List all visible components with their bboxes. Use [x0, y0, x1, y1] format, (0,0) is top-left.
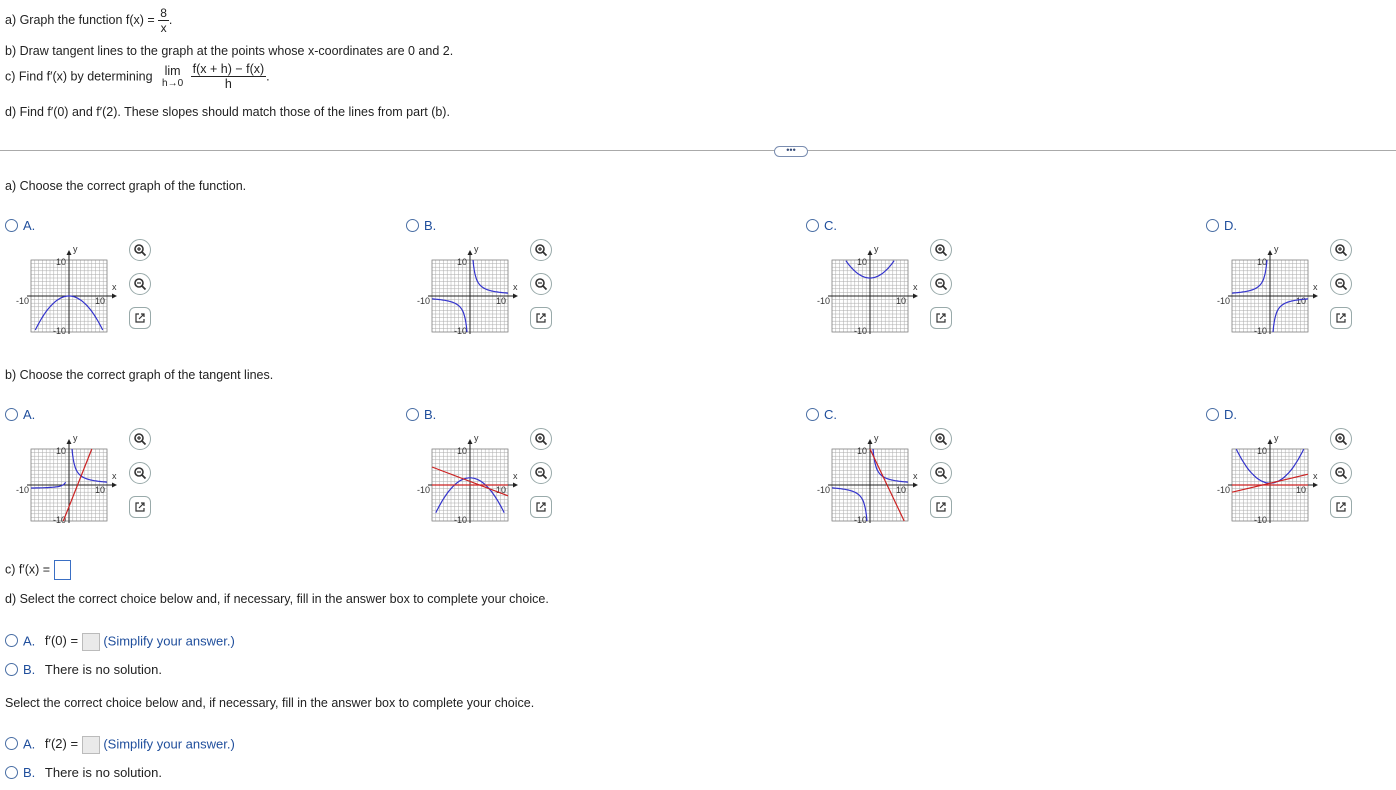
part-b-option-a[interactable]	[5, 407, 35, 422]
zoom-in-icon	[133, 243, 147, 257]
tick-label-left: -10	[416, 296, 430, 306]
zoom-in-button[interactable]	[530, 239, 552, 261]
mini-graph[interactable]	[406, 238, 524, 342]
x-axis-label: x	[112, 282, 117, 292]
mini-graph[interactable]	[806, 427, 924, 531]
zoom-out-icon	[1334, 277, 1348, 291]
tick-label-left: -10	[15, 485, 29, 495]
tick-label-bottom: -10	[1253, 515, 1267, 525]
open-external-icon	[1334, 311, 1348, 325]
part-b-option-c[interactable]	[806, 407, 837, 422]
y-axis-label: y	[73, 244, 78, 254]
y-axis-label: y	[874, 244, 879, 254]
part-d-question: d) Select the correct choice below and, if necessary, fill in the answer box to complete your choice.	[5, 592, 549, 606]
zoom-in-button[interactable]	[129, 428, 151, 450]
open-external-icon	[534, 311, 548, 325]
mini-graph[interactable]	[1206, 427, 1324, 531]
mini-graph[interactable]	[406, 427, 524, 531]
zoom-out-button[interactable]	[129, 273, 151, 295]
radio-button[interactable]	[406, 408, 419, 421]
fprime2-answer-box[interactable]	[82, 736, 100, 754]
tick-label-bottom: -10	[853, 326, 867, 336]
part-a-option-a[interactable]	[5, 218, 35, 233]
tick-label-top: 10	[55, 446, 66, 456]
tick-label-left: -10	[1216, 296, 1230, 306]
zoom-in-icon	[133, 432, 147, 446]
tick-label-right: 10	[94, 296, 105, 306]
zoom-in-button[interactable]	[129, 239, 151, 261]
part-a-option-b[interactable]	[406, 218, 436, 233]
zoom-in-icon	[934, 243, 948, 257]
open-graph-button[interactable]	[930, 496, 952, 518]
difference-quotient: $\frac{f(x + h) - f(x)}{h}$	[192, 62, 265, 91]
open-external-icon	[1334, 500, 1348, 514]
lim-operator: lim h→0	[162, 63, 184, 89]
option-label: D.	[1224, 407, 1237, 422]
problem-d: d) Find f′(0) and f′(2). These slopes should match those of the lines from part (b).	[5, 105, 450, 119]
radio-button[interactable]	[5, 766, 18, 779]
zoom-in-icon	[1334, 243, 1348, 257]
radio-button[interactable]	[1206, 219, 1219, 232]
tick-label-top: 10	[1256, 257, 1267, 267]
open-graph-button[interactable]	[530, 496, 552, 518]
function-curve-right	[473, 260, 508, 293]
part-a-option-c[interactable]	[806, 218, 837, 233]
zoom-in-button[interactable]	[930, 239, 952, 261]
radio-button[interactable]	[5, 737, 18, 750]
option-label: D.	[1224, 218, 1237, 233]
radio-button[interactable]	[806, 219, 819, 232]
problem-a: a) Graph the function f(x) = $\frac{8}{x}$ .	[5, 6, 173, 35]
part-d-question-2: Select the correct choice below and, if necessary, fill in the answer box to complete your choice.	[5, 696, 535, 710]
radio-button[interactable]	[5, 219, 18, 232]
fprime-answer-box[interactable]	[54, 560, 71, 580]
problem-c: c) Find f′(x) by determining lim h→0 $\frac{f(x + h) - f(x)}{h}$ .	[5, 62, 270, 91]
tick-label-top: 10	[856, 257, 867, 267]
y-axis-label: y	[874, 433, 879, 443]
open-external-icon	[934, 311, 948, 325]
mini-graph[interactable]	[806, 238, 924, 342]
tick-label-right: 10	[495, 485, 506, 495]
zoom-in-button[interactable]	[930, 428, 952, 450]
open-graph-button[interactable]	[1330, 307, 1352, 329]
zoom-out-button[interactable]	[129, 462, 151, 484]
tick-label-left: -10	[416, 485, 430, 495]
open-graph-button[interactable]	[129, 307, 151, 329]
d2-option-b[interactable]: B. There is no solution.	[5, 765, 162, 780]
mini-graph[interactable]	[1206, 238, 1324, 342]
x-axis-label: x	[1313, 282, 1318, 292]
open-graph-button[interactable]	[930, 307, 952, 329]
expand-button[interactable]: •••	[774, 146, 808, 157]
open-external-icon	[133, 500, 147, 514]
zoom-in-icon	[534, 243, 548, 257]
zoom-out-icon	[534, 277, 548, 291]
d-option-a[interactable]: A. f′(0) = (Simplify your answer.)	[5, 633, 235, 651]
part-b-question: b) Choose the correct graph of the tangent lines.	[5, 368, 274, 382]
tick-label-top: 10	[55, 257, 66, 267]
zoom-out-icon	[133, 466, 147, 480]
zoom-out-button[interactable]	[930, 273, 952, 295]
tick-label-right: 10	[895, 485, 906, 495]
part-c: c) f′(x) =	[5, 560, 71, 580]
option-label: B.	[424, 407, 437, 422]
zoom-in-icon	[534, 432, 548, 446]
option-label: B.	[424, 218, 437, 233]
y-axis-label: y	[474, 433, 479, 443]
x-axis-label: x	[913, 471, 918, 481]
zoom-in-button[interactable]	[530, 428, 552, 450]
tick-label-right: 10	[94, 485, 105, 495]
tick-label-left: -10	[816, 485, 830, 495]
zoom-in-button[interactable]	[1330, 428, 1352, 450]
open-graph-button[interactable]	[129, 496, 151, 518]
x-axis-label: x	[513, 471, 518, 481]
open-graph-button[interactable]	[1330, 496, 1352, 518]
tick-label-bottom: -10	[52, 515, 66, 525]
zoom-in-icon	[934, 432, 948, 446]
tick-label-right: 10	[895, 296, 906, 306]
problem-b: b) Draw tangent lines to the graph at the points whose x-coordinates are 0 and 2.	[5, 44, 454, 58]
tick-label-bottom: -10	[1253, 326, 1267, 336]
zoom-out-button[interactable]	[530, 462, 552, 484]
y-axis-label: y	[1274, 433, 1279, 443]
tick-label-right: 10	[1295, 296, 1306, 306]
part-b-option-b[interactable]	[406, 407, 436, 422]
mini-graph[interactable]	[5, 238, 123, 342]
radio-button[interactable]	[5, 408, 18, 421]
option-label: C.	[824, 218, 837, 233]
x-axis-label: x	[913, 282, 918, 292]
open-graph-button[interactable]	[530, 307, 552, 329]
zoom-out-icon	[1334, 466, 1348, 480]
fraction-8-over-x: $\frac{8}{x}$	[160, 6, 167, 35]
open-external-icon	[534, 500, 548, 514]
d-option-b[interactable]: B. There is no solution.	[5, 662, 162, 677]
tick-label-bottom: -10	[453, 515, 467, 525]
zoom-out-icon	[133, 277, 147, 291]
x-axis-label: x	[513, 282, 518, 292]
zoom-out-button[interactable]	[1330, 273, 1352, 295]
tick-label-bottom: -10	[853, 515, 867, 525]
option-label: A.	[23, 407, 36, 422]
section-divider	[0, 150, 1396, 151]
option-label: C.	[824, 407, 837, 422]
fprime0-answer-box[interactable]	[82, 633, 100, 651]
radio-button[interactable]	[1206, 408, 1219, 421]
tick-label-top: 10	[456, 446, 467, 456]
tick-label-right: 10	[495, 296, 506, 306]
open-external-icon	[934, 500, 948, 514]
y-axis-label: y	[1274, 244, 1279, 254]
zoom-out-icon	[934, 466, 948, 480]
zoom-out-button[interactable]	[1330, 462, 1352, 484]
d2-option-a[interactable]: A. f′(2) = (Simplify your answer.)	[5, 736, 235, 754]
part-a-option-d[interactable]	[1206, 218, 1237, 233]
tick-label-left: -10	[15, 296, 29, 306]
tick-label-bottom: -10	[453, 326, 467, 336]
radio-button[interactable]	[5, 663, 18, 676]
zoom-in-icon	[1334, 432, 1348, 446]
radio-button[interactable]	[5, 634, 18, 647]
y-axis-label: y	[73, 433, 78, 443]
zoom-out-button[interactable]	[930, 462, 952, 484]
tick-label-top: 10	[456, 257, 467, 267]
mini-graph[interactable]	[5, 427, 123, 531]
zoom-in-button[interactable]	[1330, 239, 1352, 261]
tick-label-top: 10	[1256, 446, 1267, 456]
x-axis-label: x	[1313, 471, 1318, 481]
option-label: A.	[23, 218, 36, 233]
zoom-out-icon	[934, 277, 948, 291]
tick-label-top: 10	[856, 446, 867, 456]
tick-label-right: 10	[1295, 485, 1306, 495]
tick-label-bottom: -10	[52, 326, 66, 336]
tick-label-left: -10	[1216, 485, 1230, 495]
part-b-option-d[interactable]	[1206, 407, 1237, 422]
radio-button[interactable]	[406, 219, 419, 232]
open-external-icon	[133, 311, 147, 325]
tick-label-left: -10	[816, 296, 830, 306]
part-a-question: a) Choose the correct graph of the function.	[5, 179, 247, 193]
zoom-out-button[interactable]	[530, 273, 552, 295]
x-axis-label: x	[112, 471, 117, 481]
y-axis-label: y	[474, 244, 479, 254]
radio-button[interactable]	[806, 408, 819, 421]
zoom-out-icon	[534, 466, 548, 480]
